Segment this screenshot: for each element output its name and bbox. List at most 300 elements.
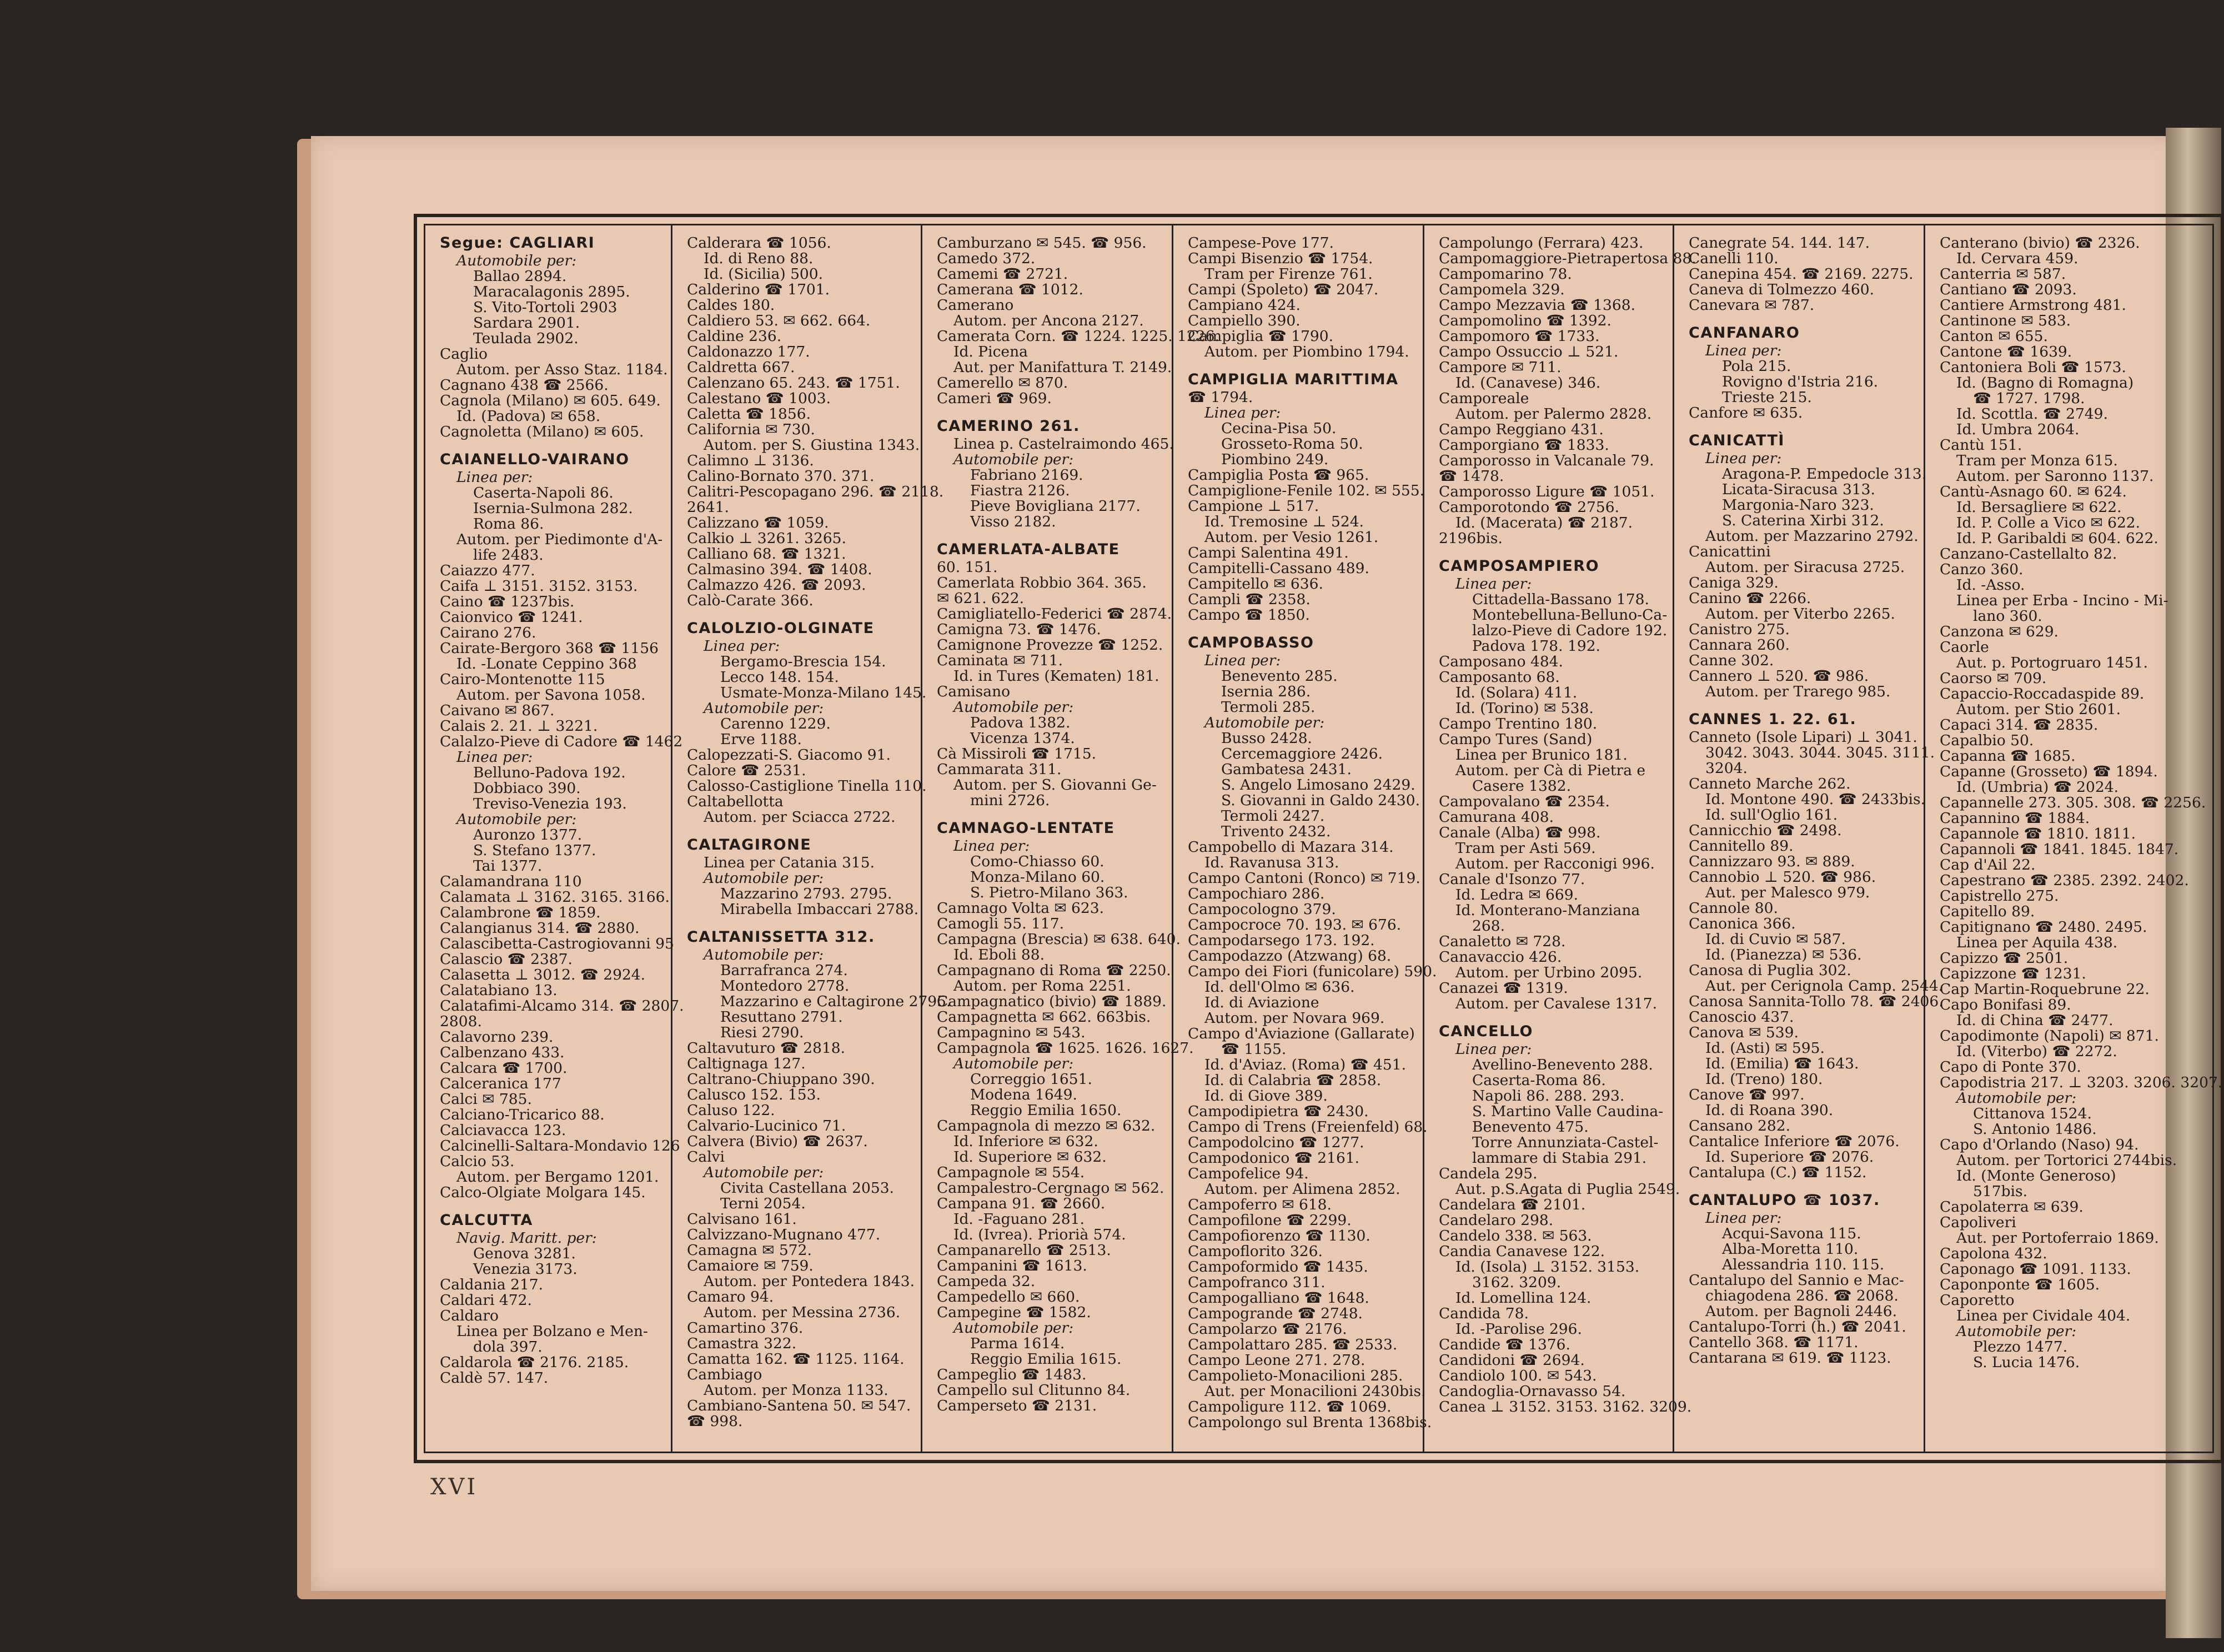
index-entry: Id. (Treno) 180. [1705, 1071, 1823, 1088]
index-entry: Linea p. Castelraimondo 465. [953, 435, 1174, 453]
index-entry: Canosa Sannita-Tollo 78. ☎ 2406. [1689, 993, 1944, 1010]
index-entry: Cantello 368. ☎ 1171. [1689, 1334, 1859, 1351]
index-entry: Campochiaro 286. [1188, 885, 1325, 902]
index-entry: Canale (Alba) ☎ 998. [1439, 824, 1601, 841]
index-entry: Canale d'Isonzo 77. [1439, 871, 1585, 888]
index-entry: Campi Bisenzio ☎ 1754. [1188, 250, 1373, 267]
index-entry: Cantalupa (C.) ☎ 1152. [1689, 1164, 1867, 1181]
index-entry: Carenno 1229. [720, 715, 831, 732]
index-entry: Caserta-Napoli 86. [473, 484, 614, 501]
index-entry: Camburzano ✉ 545. ☎ 956. [937, 234, 1147, 252]
index-entry: Capannoli ☎ 1841. 1845. 1847. [1940, 841, 2179, 858]
index-entry: Caino ☎ 1237bis. [440, 593, 575, 610]
index-entry: Caneva di Tolmezzo 460. [1689, 281, 1875, 298]
index-entry: Canelli 110. [1689, 250, 1779, 267]
index-entry: Id. -Parolise 296. [1455, 1320, 1582, 1338]
index-entry: Id. (Emilia) ☎ 1643. [1705, 1055, 1859, 1072]
index-entry: Id. (Bagno di Romagna) [1956, 374, 2134, 391]
index-entry: Camerlata Robbio 364. 365. [937, 574, 1147, 591]
index-entry: Autom. per Roma 2251. [953, 977, 1131, 995]
index-entry: Maracalagonis 2895. [473, 283, 630, 300]
index-entry: Capitignano ☎ 2480. 2495. [1940, 918, 2147, 936]
index-entry: Autom. per Racconigi 996. [1455, 855, 1655, 872]
index-entry: Calliano 68. ☎ 1321. [687, 545, 846, 563]
index-entry: Cap Martin-Roquebrune 22. [1940, 981, 2150, 998]
index-entry: Capannino ☎ 1884. [1940, 810, 2090, 827]
index-entry: Cannole 80. [1689, 900, 1778, 917]
index-entry: Campeda 32. [937, 1273, 1036, 1290]
index-entry: Camigna 73. ☎ 1476. [937, 621, 1101, 638]
index-entry: Caserta-Roma 86. [1472, 1072, 1606, 1089]
index-entry: Monza-Milano 60. [970, 868, 1105, 886]
index-entry: Calatafimi-Alcamo 314. ☎ 2807. [440, 997, 684, 1015]
index-entry: Tram per Firenze 761. [1204, 265, 1373, 283]
index-entry: Autom. per Messina 2736. [704, 1304, 901, 1321]
index-entry: Campagna (Brescia) ✉ 638. 640. [937, 931, 1181, 948]
index-entry: Automobile per: [456, 252, 577, 269]
index-entry: Calizzano ☎ 1059. [687, 514, 829, 531]
index-entry: Autom. per Ancona 2127. [953, 312, 1144, 329]
index-entry: Como-Chiasso 60. [970, 853, 1105, 870]
index-entry: Camposanto 68. [1439, 669, 1560, 686]
index-entry: Calvizzano-Mugnano 477. [687, 1226, 881, 1243]
index-entry: Autom. per Asso Staz. 1184. [456, 361, 668, 378]
index-entry: ☎ 1478. [1439, 468, 1504, 485]
index-entry: Campo ☎ 1850. [1188, 606, 1310, 624]
index-entry: Canzona ✉ 629. [1940, 623, 2059, 640]
index-entry: Campofilone ☎ 2299. [1188, 1212, 1352, 1229]
index-entry: Candoglia-Ornavasso 54. [1439, 1383, 1626, 1400]
index-entry: ☎ 1727. 1798. [1973, 390, 2085, 407]
index-entry: Id. Lomellina 124. [1455, 1289, 1592, 1307]
index-entry: Autom. per Cà di Pietra e [1455, 762, 1646, 779]
index-entry: Cantone ☎ 1639. [1940, 343, 2072, 360]
index-entry: Campeglio ☎ 1483. [937, 1366, 1087, 1383]
index-entry: Cantù-Asnago 60. ✉ 624. [1940, 483, 2127, 500]
index-entry: Id. Ravanusa 313. [1204, 854, 1339, 871]
index-entry: Automobile per: [953, 1319, 1074, 1337]
index-entry: Resuttano 2791. [720, 1008, 843, 1026]
index-entry: Id. dell'Olmo ✉ 636. [1204, 978, 1355, 996]
index-entry: Cittadella-Bassano 178. [1472, 591, 1649, 608]
index-entry: Vicenza 1374. [970, 730, 1075, 747]
index-entry: Id. Superiore ✉ 632. [953, 1148, 1107, 1166]
index-entry: Id. (Asti) ✉ 595. [1705, 1040, 1825, 1057]
index-entry: Camposano 484. [1439, 653, 1563, 670]
index-entry: Calais 2. 21. ⊥ 3221. [440, 717, 598, 735]
index-entry: Rovigno d'Istria 216. [1722, 373, 1879, 390]
index-entry: Cagnoletta (Milano) ✉ 605. [440, 423, 644, 440]
index-entry: Calco-Olgiate Molgara 145. [440, 1184, 646, 1201]
index-entry: Id. Inferiore ✉ 632. [953, 1133, 1098, 1150]
index-entry: Capannole ☎ 1810. 1811. [1940, 825, 2136, 842]
index-entry: Cambiano-Santena 50. ✉ 547. [687, 1397, 911, 1414]
index-entry: Barrafranca 274. [720, 962, 848, 979]
index-entry: Campomela 329. [1439, 281, 1565, 298]
index-entry: Id. (Torino) ✉ 538. [1455, 700, 1594, 717]
index-entry: Autom. per Trarego 985. [1705, 683, 1891, 700]
index-column [425, 225, 684, 1452]
index-entry: Caluso 122. [687, 1102, 775, 1119]
index-entry: Campalestro-Cergnago ✉ 562. [937, 1179, 1164, 1197]
index-entry: Caldaro [440, 1307, 499, 1324]
index-table-frame [414, 214, 2224, 1463]
index-entry: S. Martino Valle Caudina- [1472, 1103, 1664, 1120]
index-entry: Calvera (Bivio) ☎ 2637. [687, 1133, 868, 1150]
section-heading: CALCUTTA [440, 1212, 533, 1229]
index-entry: 517bis. [1973, 1183, 2028, 1200]
index-entry: Autom. per Palermo 2828. [1455, 405, 1652, 423]
index-entry: Pieve Bovigliana 2177. [970, 498, 1141, 515]
index-entry: Linea per: [456, 749, 533, 766]
index-entry: Lecco 148. 154. [720, 669, 839, 686]
index-entry: Caorso ✉ 709. [1940, 670, 2047, 687]
index-entry: Campodonico ☎ 2161. [1188, 1149, 1360, 1167]
section-heading: CANTALUPO ☎ 1037. [1689, 1192, 1880, 1209]
index-entry: Id. Tremosine ⊥ 524. [1204, 513, 1364, 530]
section-heading: CAMERINO 261. [937, 418, 1080, 435]
index-entry: Linea per Erba - Incino - Mi- [1956, 592, 2168, 609]
index-entry: Cansano 282. [1689, 1117, 1790, 1134]
index-entry: Calceranica 177 [440, 1075, 561, 1092]
index-entry: Candelaro 298. [1439, 1212, 1554, 1229]
index-entry: Reggio Emilia 1650. [970, 1102, 1122, 1119]
index-entry: Cairo-Montenotte 115 [440, 671, 605, 688]
index-entry: Caldari 472. [440, 1292, 532, 1309]
index-entry: Id. Ledra ✉ 669. [1455, 886, 1579, 903]
index-entry: Capaccio-Roccadaspide 89. [1940, 685, 2145, 702]
index-entry: Camporosso Ligure ☎ 1051. [1439, 483, 1655, 500]
index-entry: Id. Umbra 2064. [1956, 421, 2080, 438]
index-entry: Navig. Maritt. per: [456, 1229, 597, 1247]
index-entry: Id. -Lonate Ceppino 368 [456, 655, 637, 672]
index-entry: Calambrone ☎ 1859. [440, 904, 601, 921]
index-entry: Id. -Asso. [1956, 576, 2025, 594]
index-entry: Linea per: [1204, 404, 1281, 421]
index-entry: 3042. 3043. 3044. 3045. 3111. [1705, 744, 1935, 761]
index-entry: Camporotondo ☎ 2756. [1439, 499, 1620, 516]
index-entry: Candiolo 100. ✉ 543. [1439, 1367, 1597, 1384]
index-entry: Calosso-Castiglione Tinella 110. [687, 777, 927, 795]
index-entry: Campione ⊥ 517. [1188, 498, 1319, 515]
index-entry: Campi (Spoleto) ☎ 2047. [1188, 281, 1379, 298]
index-entry: Calci ✉ 785. [440, 1091, 532, 1108]
index-entry: Calimno ⊥ 3136. [687, 452, 814, 469]
index-entry: Id. (Monte Generoso) [1956, 1167, 2116, 1184]
index-entry: 2641. [687, 499, 729, 516]
index-entry: Caminata ✉ 711. [937, 652, 1063, 669]
index-entry: Calatabiano 13. [440, 982, 558, 999]
index-entry: Calamata ⊥ 3162. 3165. 3166. [440, 888, 670, 906]
index-entry: Calvisano 161. [687, 1211, 797, 1228]
index-entry: Cagnola (Milano) ✉ 605. 649. [440, 392, 661, 409]
index-entry: Caionvico ☎ 1241. [440, 609, 583, 626]
index-entry: Campoformido ☎ 1435. [1188, 1258, 1368, 1276]
index-entry: Canterano (bivio) ☎ 2326. [1940, 234, 2140, 252]
index-entry: Autom. per Stio 2601. [1956, 701, 2121, 718]
index-entry: Camerata Corn. ☎ 1224. 1225. 1226. [937, 328, 1219, 345]
section-heading: CALOLZIO-OLGINATE [687, 620, 875, 637]
index-entry: Aut. per Portoferraio 1869. [1956, 1229, 2159, 1247]
index-entry: Caivano ✉ 867. [440, 702, 555, 719]
index-entry: Camemi ☎ 2721. [937, 265, 1068, 283]
index-entry: Modena 1649. [970, 1086, 1077, 1103]
index-entry: Terni 2054. [720, 1195, 806, 1212]
index-entry: Alessandria 110. 115. [1722, 1256, 1885, 1273]
index-entry: Capo Bonifasi 89. [1940, 996, 2071, 1013]
section-heading: CANCELLO [1439, 1023, 1533, 1040]
index-entry: Montedoro 2778. [720, 977, 850, 995]
index-entry: Campagnano di Roma ☎ 2250. [937, 962, 1171, 979]
index-entry: Cecina-Pisa 50. [1221, 420, 1337, 437]
index-entry: Autom. per Mazzarino 2792. [1705, 528, 1919, 545]
index-entry: Campedello ✉ 660. [937, 1288, 1080, 1305]
index-entry: ✉ 621. 622. [937, 590, 1025, 607]
index-entry: Napoli 86. 288. 293. [1472, 1087, 1625, 1104]
index-entry: Calcio 53. [440, 1153, 515, 1170]
index-entry: Visso 2182. [970, 513, 1056, 530]
index-entry: Autom. per Tortorici 2744bis. [1956, 1152, 2177, 1169]
index-column [672, 225, 951, 1452]
index-entry: Capoliveri [1940, 1214, 2016, 1231]
index-entry: Canfore ✉ 635. [1689, 404, 1803, 421]
index-entry: Linea per: [1705, 450, 1782, 467]
index-entry: Belluno-Padova 192. [473, 764, 626, 781]
index-entry: Reggio Emilia 1615. [970, 1350, 1122, 1368]
index-column [1173, 225, 1437, 1452]
section-heading: CAMNAGO-LENTATE [937, 820, 1115, 837]
index-entry: ☎ 998. [687, 1413, 743, 1430]
page-number: XVI [430, 1474, 478, 1500]
index-entry: Campiello 390. [1188, 312, 1301, 329]
index-entry: Calciavacca 123. [440, 1122, 566, 1139]
index-entry: Autom. per Bagnoli 2446. [1705, 1303, 1897, 1320]
index-entry: Calascio ☎ 2387. [440, 951, 573, 968]
index-entry: Piombino 249. [1221, 451, 1329, 468]
index-entry: Sardara 2901. [473, 314, 580, 332]
index-entry: Autom. per Piombino 1794. [1204, 343, 1409, 360]
index-entry: Id. Cervara 459. [1956, 250, 2079, 267]
index-entry: Caldiero 53. ✉ 662. 664. [687, 312, 871, 329]
index-entry: Id. Monterano-Manziana [1455, 902, 1640, 919]
index-entry: Tram per Asti 569. [1455, 840, 1596, 857]
index-entry: Aut. per Malesco 979. [1705, 884, 1870, 901]
index-entry: Campodarsego 173. 192. [1188, 932, 1375, 949]
index-entry: Linea per: [953, 837, 1030, 855]
index-entry: S. Lucia 1476. [1973, 1354, 2080, 1371]
index-entry: Calbenzano 433. [440, 1044, 565, 1061]
index-entry: Margonia-Naro 323. [1722, 496, 1874, 514]
index-entry: 2196bis. [1439, 530, 1503, 547]
index-entry: Camatta 162. ☎ 1125. 1164. [687, 1350, 905, 1368]
index-column [1925, 225, 2223, 1452]
index-entry: Calitri-Pescopagano 296. ☎ 2118. [687, 483, 944, 500]
index-entry: Campolungo (Ferrara) 423. [1439, 234, 1644, 252]
index-entry: Id. (Macerata) ☎ 2187. [1455, 514, 1633, 531]
index-entry: Campagnetta ✉ 662. 663bis. [937, 1008, 1151, 1026]
index-entry: Capaci 314. ☎ 2835. [1940, 716, 2099, 734]
index-entry: Id. d'Aviaz. (Roma) ☎ 451. [1204, 1056, 1407, 1073]
index-entry: chiagodena 286. ☎ 2068. [1705, 1287, 1899, 1304]
index-entry: Linea per: [1455, 575, 1532, 592]
index-entry: Automobile per: [953, 451, 1074, 468]
index-entry: Camartino 376. [687, 1319, 804, 1337]
index-entry: Campoferro ✉ 618. [1188, 1196, 1332, 1213]
index-entry: Mazzarino e Caltagirone 2795. [720, 993, 951, 1010]
index-entry: Cannara 260. [1689, 636, 1790, 654]
index-entry: Id. di China ☎ 2477. [1956, 1012, 2113, 1029]
index-entry: Treviso-Venezia 193. [473, 795, 627, 812]
index-entry: lano 360. [1973, 607, 2042, 625]
index-entry: Canton ✉ 655. [1940, 328, 2048, 345]
index-entry: Campiglia Posta ☎ 965. [1188, 466, 1369, 484]
index-entry: Id. (Solara) 411. [1455, 684, 1578, 701]
index-entry: Campo Cantoni (Ronco) ✉ 719. [1188, 870, 1420, 887]
index-entry: Caldine 236. [687, 328, 782, 345]
index-entry: Linea per: [1705, 342, 1782, 359]
index-entry: Canavaccio 426. [1439, 948, 1562, 966]
index-entry: S. Caterina Xirbi 312. [1722, 512, 1884, 529]
index-entry: Cannizzaro 93. ✉ 889. [1689, 853, 1855, 870]
index-entry: Caporetto [1940, 1292, 2015, 1309]
index-entry: mini 2726. [970, 792, 1050, 809]
index-entry: Aut. p. Portogruaro 1451. [1956, 654, 2148, 671]
index-entry: Canzo 360. [1940, 561, 2024, 578]
index-entry: Id. (Isola) ⊥ 3152. 3153. [1455, 1258, 1640, 1276]
index-entry: Automobile per: [953, 699, 1074, 716]
index-entry: Capizzo ☎ 2501. [1940, 950, 2069, 967]
section-heading: CANFANARO [1689, 324, 1800, 342]
index-entry: Autom. per Savona 1058. [456, 686, 646, 704]
index-entry: Campomoro ☎ 1733. [1439, 328, 1600, 345]
index-entry: Caponponte ☎ 1605. [1940, 1276, 2100, 1293]
index-entry: Cantoniera Boli ☎ 1573. [1940, 359, 2126, 376]
index-entry: Candia Canavese 122. [1439, 1243, 1605, 1260]
section-heading: Segue: CAGLIARI [440, 234, 595, 252]
index-entry: Capitello 89. [1940, 903, 2035, 920]
index-entry: Candelara ☎ 2101. [1439, 1196, 1586, 1213]
index-entry: Canove ☎ 997. [1689, 1086, 1805, 1103]
index-entry: lammare di Stabia 291. [1472, 1149, 1647, 1167]
index-entry: Autom. per Cavalese 1317. [1455, 995, 1658, 1012]
index-columns [425, 225, 2223, 1452]
index-entry: S. Vito-Tortoli 2903 [473, 299, 618, 316]
index-entry: Montebelluna-Belluno-Ca- [1472, 606, 1668, 624]
index-entry: Plezzo 1477. [1973, 1338, 2068, 1355]
index-entry: California ✉ 730. [687, 421, 815, 438]
index-entry: Camaro 94. [687, 1288, 774, 1305]
index-entry: Candidoni ☎ 2694. [1439, 1352, 1585, 1369]
index-entry: Caldretta 667. [687, 359, 795, 376]
index-entry: Calvario-Lucinico 71. [687, 1117, 846, 1134]
index-entry: Canoscio 437. [1689, 1008, 1794, 1026]
index-entry: Padova 1382. [970, 714, 1071, 731]
index-entry: Mirabella Imbaccari 2788. [720, 901, 919, 918]
index-entry: Automobile per: [704, 1164, 824, 1181]
index-entry: Campogrande ☎ 2748. [1188, 1305, 1363, 1322]
index-entry: Id. (Umbria) ☎ 2024. [1956, 779, 2119, 796]
index-entry: Cantiano ☎ 2093. [1940, 281, 2077, 298]
index-entry: Campodipietra ☎ 2430. [1188, 1103, 1369, 1120]
index-entry: Caifa ⊥ 3151. 3152. 3153. [440, 578, 638, 595]
index-entry: Id. (Padova) ✉ 658. [456, 408, 601, 425]
index-entry: Canova ✉ 539. [1689, 1024, 1799, 1041]
index-entry: Caglio [440, 345, 488, 363]
section-heading: CAMPOSAMPIERO [1439, 558, 1600, 575]
index-entry: Candelo 338. ✉ 563. [1439, 1227, 1592, 1244]
index-entry: S. Pietro-Milano 363. [970, 884, 1128, 901]
index-entry: Id. Scottla. ☎ 2749. [1956, 405, 2108, 423]
index-entry: Id. Bersagliere ✉ 622. [1956, 499, 2122, 516]
index-entry: Caldonazzo 177. [687, 343, 810, 360]
index-entry: Camerana ☎ 1012. [937, 281, 1083, 298]
index-entry: Calcara ☎ 1700. [440, 1060, 568, 1077]
index-entry: life 2483. [473, 546, 544, 564]
index-entry: Linea per: [1705, 1209, 1782, 1227]
index-entry: Cantiere Armstrong 481. [1940, 297, 2126, 314]
index-entry: Id. P. Garibaldi ✉ 604. 622. [1956, 530, 2158, 547]
index-entry: Campolattaro 285. ☎ 2533. [1188, 1336, 1398, 1353]
index-entry: Linea per Cividale 404. [1956, 1307, 2131, 1324]
index-entry: Autom. per Urbino 2095. [1455, 964, 1643, 981]
index-entry: Automobile per: [1956, 1323, 2077, 1340]
index-entry: Campodazzo (Atzwang) 68. [1188, 947, 1392, 965]
index-entry: Campoflorito 326. [1188, 1243, 1323, 1260]
index-entry: Usmate-Monza-Milano 145. [720, 684, 927, 701]
index-entry: Campello sul Clitunno 84. [937, 1382, 1131, 1399]
index-entry: Canepina 454. ☎ 2169. 2275. [1689, 265, 1914, 283]
index-entry: Id. Eboli 88. [953, 946, 1045, 963]
index-entry: Autom. per Sciacca 2722. [704, 809, 896, 826]
index-entry: Canosa di Puglia 302. [1689, 962, 1851, 979]
index-entry: Camedo 372. [937, 250, 1036, 267]
index-entry: Calderara ☎ 1056. [687, 234, 831, 252]
index-entry: Calenzano 65. 243. ☎ 1751. [687, 374, 900, 391]
index-entry: Camnago Volta ✉ 623. [937, 900, 1105, 917]
index-entry: Caletta ☎ 1856. [687, 405, 811, 423]
index-entry: Cantalice Inferiore ☎ 2076. [1689, 1133, 1900, 1150]
index-entry: Linea per: [1455, 1041, 1532, 1058]
index-entry: Cambiago [687, 1366, 762, 1383]
index-entry: Id. in Tures (Kematen) 181. [953, 667, 1159, 685]
index-entry: Capanne (Grosseto) ☎ 1894. [1940, 763, 2158, 780]
index-entry: Calamandrana 110 [440, 873, 582, 890]
index-entry: Caltrano-Chiuppano 390. [687, 1071, 875, 1088]
index-entry: Caltignaga 127. [687, 1055, 806, 1072]
index-entry: Cameri ☎ 969. [937, 390, 1052, 407]
index-entry: Campo Reggiano 431. [1439, 421, 1604, 438]
index-entry: Camerano [937, 297, 1014, 314]
index-entry: Calusco 152. 153. [687, 1086, 821, 1103]
index-entry: Caponago ☎ 1091. 1133. [1940, 1261, 2131, 1278]
index-entry: Linea per Aquila 438. [1956, 934, 2118, 951]
index-entry: Campi Salentina 491. [1188, 544, 1349, 561]
index-entry: Automobile per: [953, 1055, 1074, 1072]
index-entry: Termoli 285. [1221, 699, 1316, 716]
index-entry: Capestrano ☎ 2385. 2392. 2402. [1940, 872, 2189, 889]
index-entry: Trivento 2432. [1221, 823, 1331, 840]
index-entry: Campanarello ☎ 2513. [937, 1242, 1111, 1259]
index-entry: Venezia 3173. [473, 1261, 578, 1278]
index-entry: Calalzo-Pieve di Cadore ☎ 1462 [440, 733, 683, 750]
index-entry: Capizzone ☎ 1231. [1940, 965, 2086, 982]
index-entry: Campodolcino ☎ 1277. [1188, 1134, 1364, 1151]
index-entry: lalzo-Pieve di Cadore 192. [1472, 622, 1668, 639]
index-entry: Campoligure 112. ☎ 1069. [1188, 1398, 1392, 1415]
index-entry: Camogli 55. 117. [937, 915, 1065, 932]
index-entry: Cannicchio ☎ 2498. [1689, 822, 1842, 839]
section-heading: CAMERLATA-ALBATE [937, 541, 1120, 558]
